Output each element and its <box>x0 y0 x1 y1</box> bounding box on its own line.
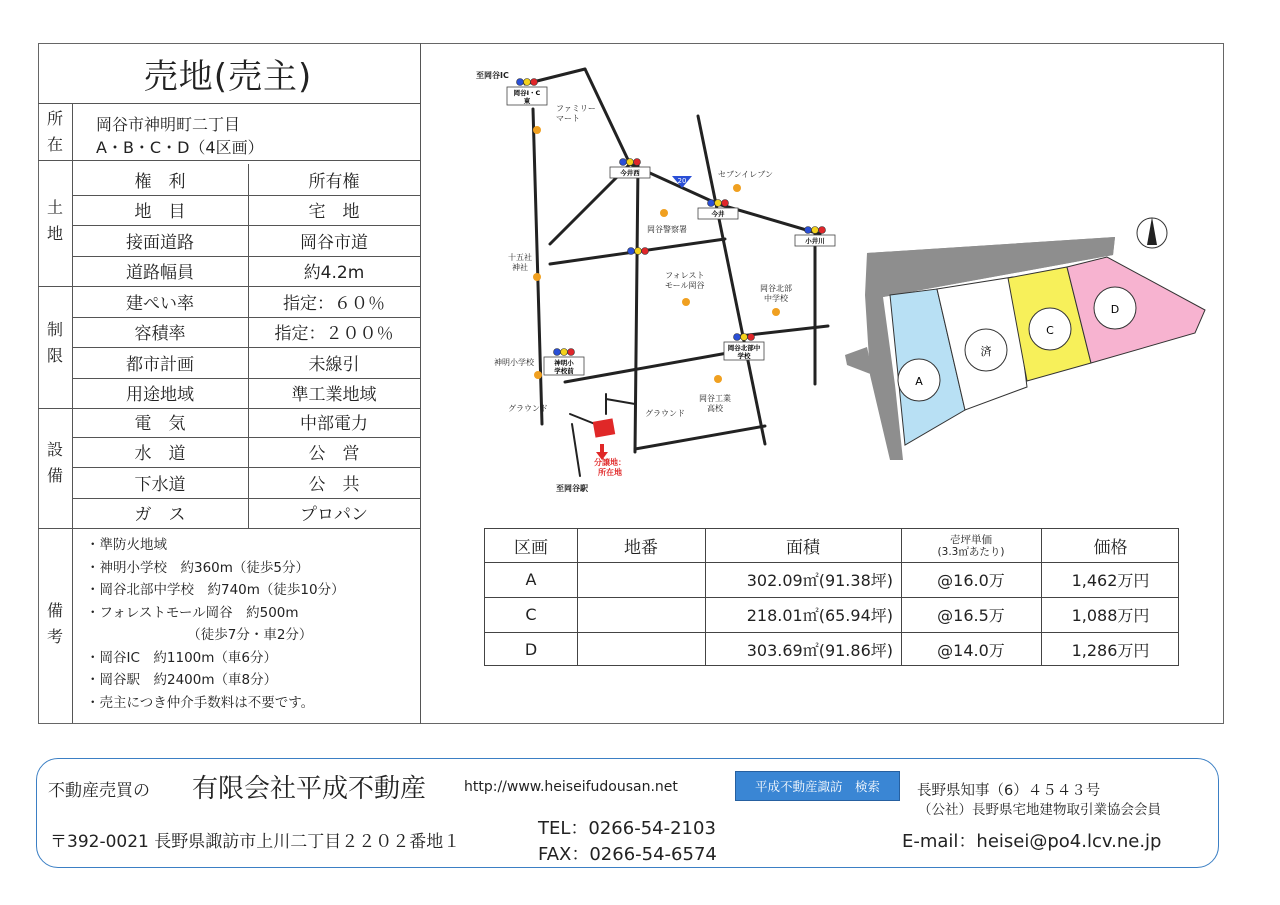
location-label: 所 在 <box>46 108 63 154</box>
traffic-signal-icon <box>715 200 722 207</box>
footer-company: 有限会社平成不動産 <box>192 774 427 804</box>
intersection-name: 神明小学校前 <box>554 359 574 375</box>
lot-a-label: A <box>915 375 923 388</box>
spec-value: 岡谷市道 <box>300 232 368 253</box>
search-button[interactable]: 平成不動産諏訪 検索 <box>735 771 900 801</box>
map-label-to-station: 至岡谷駅 <box>556 484 588 493</box>
page-title: 売地(売主) <box>143 56 313 97</box>
price-table-header: 面積 <box>786 538 820 558</box>
spec-name: 水 道 <box>134 444 186 465</box>
spec-name: 建ぺい率 <box>126 293 194 314</box>
traffic-signal-icon <box>620 159 627 166</box>
intersection-name: 今井 <box>711 210 725 218</box>
price-table-header: 地番 <box>624 538 658 558</box>
price-table-cell: 218.01㎡(65.94坪) <box>746 606 893 625</box>
price-table-cell <box>577 632 705 667</box>
footer-association: （公社）長野県宅地建物取引業協会会員 <box>918 802 1161 818</box>
remark-item: （徒歩7分・車2分） <box>86 627 313 643</box>
map-label-family-mart: ファミリー マート <box>556 104 596 123</box>
spec-name: 下水道 <box>134 474 186 495</box>
map-label-ground2: グラウンド <box>645 409 685 418</box>
footer-fax: FAX：0266-54-6574 <box>538 844 717 865</box>
spec-value: 未線引 <box>308 354 360 375</box>
location-map <box>470 64 850 504</box>
spec-name: 接面道路 <box>126 232 194 253</box>
map-label-kogyo: 岡谷工業 高校 <box>699 394 731 413</box>
traffic-signal-icon <box>561 349 568 356</box>
spec-name: 容積率 <box>134 324 186 345</box>
site-marker <box>593 418 615 437</box>
remark-item: ・フォレストモール岡谷 約500m <box>86 604 299 621</box>
spec-value: 指定：２００％ <box>274 324 394 345</box>
spec-name: 地 目 <box>134 202 186 223</box>
section-label: 設 備 <box>46 440 63 485</box>
footer-tel: TEL：0266-54-2103 <box>538 818 716 839</box>
spec-name: 電 気 <box>134 413 186 434</box>
map-road <box>565 349 750 382</box>
intersection-name: 今井西 <box>620 169 640 177</box>
traffic-signal-icon <box>634 159 641 166</box>
map-label-shrine: 十五社 神社 <box>508 253 532 272</box>
spec-name: 道路幅員 <box>126 263 194 284</box>
intersection-name: 岡谷北部中学校 <box>727 344 761 360</box>
price-table-header: 区画 <box>514 538 548 558</box>
poi-forest-mall-icon <box>682 298 690 306</box>
traffic-signal-icon <box>531 79 538 86</box>
map-label-to-ic: 至岡谷IC <box>476 71 509 80</box>
lot-plan <box>845 215 1215 465</box>
intersection-name: 小井川 <box>805 237 825 245</box>
traffic-signal-icon <box>812 227 819 234</box>
traffic-signal-icon <box>642 248 649 255</box>
traffic-signal-icon <box>568 349 575 356</box>
map-road <box>572 424 580 476</box>
map-road <box>635 164 638 452</box>
traffic-signal-icon <box>722 200 729 207</box>
traffic-signal-icon <box>524 79 531 86</box>
traffic-signal-icon <box>628 248 635 255</box>
intersection-name: 岡谷I・C 東 <box>513 89 541 105</box>
spec-value: 中部電力 <box>300 413 368 434</box>
traffic-signal-icon <box>819 227 826 234</box>
price-table-cell: A <box>525 570 537 589</box>
map-label-seven: セブンイレブン <box>718 170 773 179</box>
footer-email[interactable]: E-mail：heisei@po4.lcv.ne.jp <box>902 831 1162 852</box>
poi-seven-eleven-icon <box>733 184 741 192</box>
map-label-forest: フォレスト モール岡谷 <box>665 271 705 290</box>
traffic-signal-icon <box>708 200 715 207</box>
spec-value: 約4.2m <box>303 263 365 284</box>
location-lots: A・B・C・D（4区画） <box>96 138 264 157</box>
remark-item: ・岡谷北部中学校 約740m（徒歩10分） <box>86 582 345 598</box>
traffic-signal-icon <box>741 334 748 341</box>
price-table-cell: 1,088万円 <box>1071 606 1150 625</box>
footer-tagline: 不動産売買の <box>48 781 150 801</box>
price-table-cell: @14.0万 <box>937 641 1005 660</box>
map-road <box>635 426 765 449</box>
section-label: 制 限 <box>46 320 63 365</box>
spec-value: 公 共 <box>308 474 360 495</box>
price-table-cell: 1,286万円 <box>1071 641 1150 660</box>
poi-hokubu-school-icon <box>772 308 780 316</box>
price-table-cell: D <box>524 640 538 659</box>
spec-value: 公 営 <box>308 444 360 465</box>
map-road <box>570 414 595 424</box>
map-label-hokubu: 岡谷北部 中学校 <box>760 284 792 303</box>
footer-license: 長野県知事（6）４５４３号 <box>917 783 1101 799</box>
footer-url[interactable]: http://www.heiseifudousan.net <box>464 779 678 795</box>
map-label-ground1: グラウンド <box>508 404 548 413</box>
footer-address: 〒392-0021 長野県諏訪市上川二丁目２２０２番地１ <box>50 832 461 852</box>
remark-item: ・岡谷IC 約1100m（車6分） <box>86 649 278 666</box>
spec-value: プロパン <box>300 505 368 526</box>
traffic-signal-icon <box>635 248 642 255</box>
spec-name: 権 利 <box>134 171 186 192</box>
spec-value: 所有権 <box>308 171 360 192</box>
spec-name: 都市計画 <box>126 354 194 375</box>
map-label-site: 分譲地： 所在地 <box>594 458 626 477</box>
traffic-signal-icon <box>748 334 755 341</box>
spec-value: 宅 地 <box>308 202 360 223</box>
poi-kogyo-school-icon <box>714 375 722 383</box>
price-table-cell: @16.5万 <box>937 606 1005 625</box>
column-divider <box>420 43 421 724</box>
map-label-shinmei-school: 神明小学校 <box>494 358 534 367</box>
remarks-label: 備 考 <box>46 601 63 646</box>
lot-c-label: C <box>1046 324 1054 337</box>
map-road <box>606 399 635 404</box>
price-table-cell: C <box>525 605 537 624</box>
price-table-header: 壱坪単価 (3.3㎡あたり) <box>937 533 1005 558</box>
traffic-signal-icon <box>734 334 741 341</box>
remark-item: ・神明小学校 約360m（徒歩5分） <box>86 559 310 576</box>
location-address: 岡谷市神明町二丁目 <box>96 115 241 134</box>
poi-shrine-icon <box>533 273 541 281</box>
route-number: 20 <box>677 177 687 185</box>
remark-item: ・岡谷駅 約2400m（車8分） <box>86 672 278 688</box>
traffic-signal-icon <box>517 79 524 86</box>
section-label: 土 地 <box>46 198 63 243</box>
traffic-signal-icon <box>805 227 812 234</box>
price-table-cell: 303.69㎡(91.86坪) <box>746 641 893 660</box>
price-table-cell: 302.09㎡(91.38坪) <box>746 571 893 590</box>
price-table-cell <box>577 562 705 597</box>
price-table-cell <box>577 597 705 632</box>
traffic-signal-icon <box>554 349 561 356</box>
lot-d-label: D <box>1110 303 1120 316</box>
remark-item: ・売主につき仲介手数料は不要です。 <box>86 694 315 711</box>
poi-shinmei-school-icon <box>534 371 542 379</box>
poi-family-mart-icon <box>533 126 541 134</box>
price-table <box>484 528 1179 666</box>
spec-value: 準工業地域 <box>291 385 377 406</box>
price-table-cell: @16.0万 <box>937 571 1005 590</box>
traffic-signal-icon <box>627 159 634 166</box>
spec-value: 指定：６０％ <box>283 293 385 314</box>
lot-b-label: 済 <box>980 345 992 358</box>
remarks-list <box>86 534 345 714</box>
price-table-cell: 1,462万円 <box>1071 571 1150 590</box>
map-label-police: 岡谷警察署 <box>647 225 687 234</box>
spec-name: 用途地域 <box>126 385 194 406</box>
remark-item: ・準防火地域 <box>86 537 167 553</box>
price-table-header: 価格 <box>1093 538 1128 558</box>
poi-police-icon <box>660 209 668 217</box>
spec-name: ガ ス <box>134 505 186 526</box>
